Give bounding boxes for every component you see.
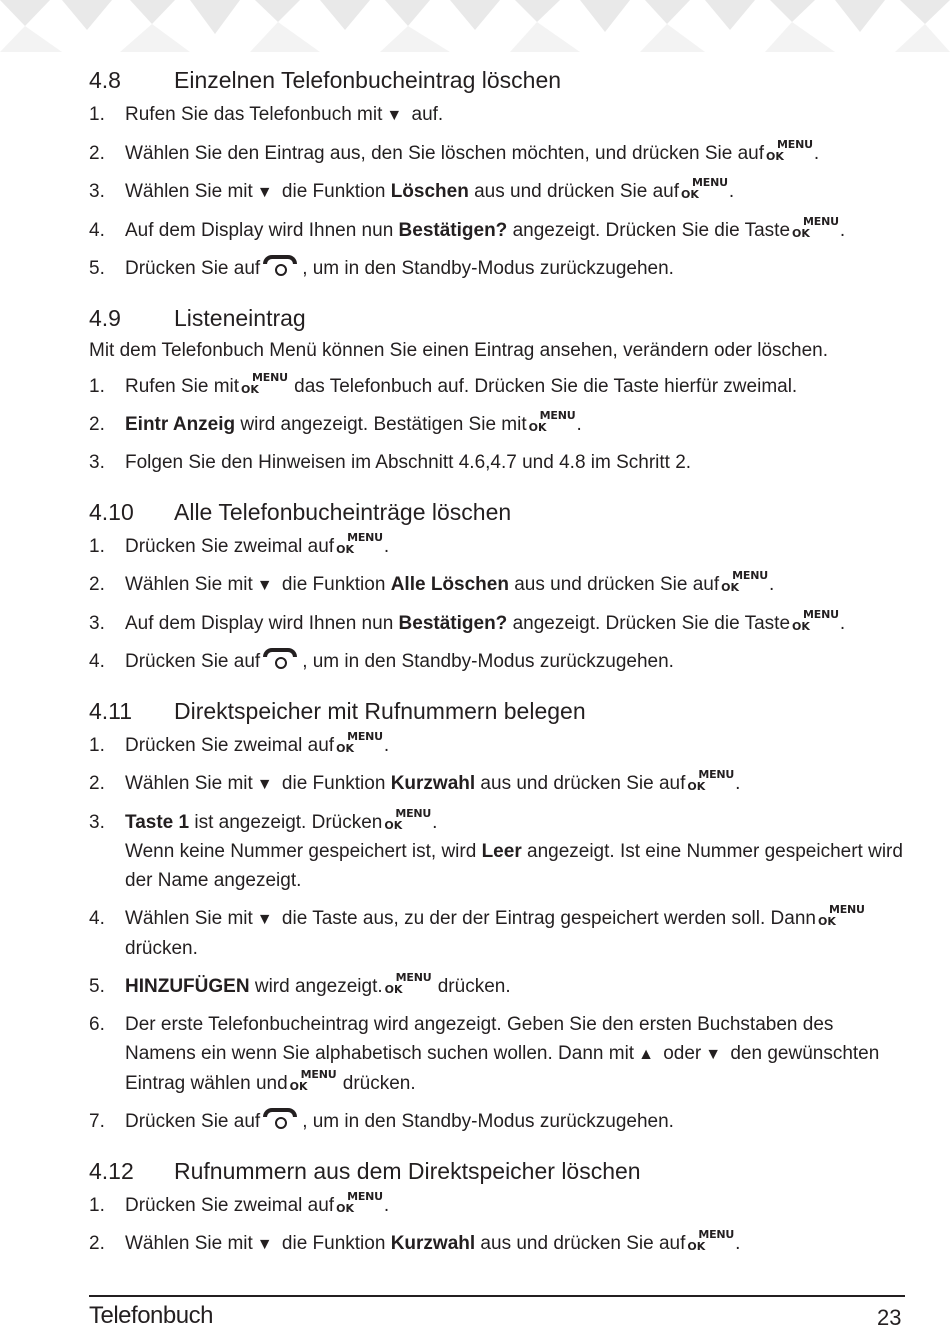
step-text-run: . [839, 220, 846, 241]
menu-ok-key-bottom-label: OK [336, 742, 354, 755]
page-content [89, 66, 909, 1268]
menu-ok-key-top-label: MENU [347, 730, 383, 743]
step-text-run: Wählen Sie den Eintrag aus, den Sie löschen möchten, und drücken Sie auf [125, 143, 765, 164]
menu-ok-key-top-label: MENU [395, 807, 432, 820]
step-text [125, 448, 909, 477]
step-text-run: . [813, 143, 820, 164]
step-number: 1. [89, 376, 105, 397]
section-spacer [89, 292, 909, 304]
menu-ok-key-top-label: MENU [347, 531, 383, 544]
menu-ok-key-top-label: MENU [300, 1068, 337, 1081]
step-item [89, 769, 909, 799]
step-text [125, 532, 909, 561]
section-number: 4.12 [89, 1158, 134, 1184]
arrow-down-icon: ▼ [705, 1046, 722, 1063]
step-item [89, 216, 909, 245]
step-text-run: , um in den Standby-Modus zurückzugehen. [302, 1111, 674, 1132]
step-text-run: aus und drücken Sie auf [508, 574, 720, 595]
step-number: 1. [89, 536, 105, 557]
menu-ok-key-top-label: MENU [732, 569, 768, 582]
step-item [89, 139, 909, 168]
step-text-run: . [728, 181, 735, 202]
step-item [89, 570, 909, 600]
section-spacer [89, 486, 909, 498]
step-item [89, 177, 909, 207]
menu-ok-key-icon [336, 532, 383, 555]
menu-ok-key-icon [792, 609, 839, 632]
step-number: 1. [89, 1195, 105, 1216]
step-list [89, 372, 909, 477]
display-keyword: Eintr Anzeig [125, 414, 236, 435]
menu-ok-key-bottom-label: OK [528, 421, 547, 434]
menu-ok-key-icon [818, 904, 865, 927]
step-text-run: , um in den Standby-Modus zurückzugehen. [302, 651, 674, 672]
step-text-run: Drücken Sie auf [125, 651, 261, 672]
step-list [89, 532, 909, 676]
step-item [89, 100, 909, 130]
section-heading [89, 66, 909, 94]
section-title: Listeneintrag [174, 305, 306, 331]
menu-ok-key-bottom-label: OK [792, 227, 810, 240]
step-text-run: Auf dem Display wird Ihnen nun [125, 613, 399, 634]
step-text-run: die Funktion [276, 1233, 391, 1254]
step-number: 3. [89, 613, 105, 634]
arrow-down-icon: ▼ [386, 107, 403, 124]
step-text-run: Wählen Sie mit [125, 574, 253, 595]
menu-ok-key-bottom-label: OK [241, 383, 259, 396]
menu-ok-key-icon [241, 372, 288, 395]
step-text-run: . [383, 536, 390, 557]
step-text [125, 609, 909, 638]
end-call-handset-shape [263, 648, 297, 657]
menu-ok-key-bottom-label: OK [721, 581, 740, 594]
step-text [125, 139, 909, 168]
step-text-run: Drücken Sie auf [125, 258, 261, 279]
step-item [89, 1191, 909, 1220]
step-text [125, 647, 909, 676]
menu-ok-key-top-label: MENU [803, 608, 839, 621]
display-keyword: Bestätigen? [398, 220, 508, 241]
section-spacer [89, 685, 909, 697]
step-text-run: . [768, 574, 775, 595]
section-title: Einzelnen Telefonbucheintrag löschen [174, 67, 562, 93]
step-text [125, 570, 909, 600]
menu-ok-key-bottom-label: OK [766, 150, 784, 163]
step-item [89, 972, 909, 1001]
display-keyword: Kurzwahl [390, 773, 476, 794]
step-text [125, 731, 909, 760]
section-number: 4.8 [89, 67, 121, 93]
step-list [89, 1191, 909, 1259]
arrow-down-icon: ▼ [256, 184, 273, 201]
step-item [89, 372, 909, 401]
step-text-run: aus und drücken Sie auf [468, 181, 680, 202]
step-text [125, 1010, 909, 1098]
menu-ok-key-top-label: MENU [692, 176, 728, 189]
section-number: 4.11 [89, 698, 133, 724]
step-text-run: Rufen Sie mit [125, 376, 240, 397]
step-text-run: aus und drücken Sie auf [475, 773, 686, 794]
arrow-down-icon: ▼ [256, 577, 273, 594]
step-number: 2. [89, 1233, 105, 1254]
step-text-run: aus und drücken Sie auf [475, 1233, 686, 1254]
menu-ok-key-icon [687, 769, 734, 792]
step-number: 3. [89, 452, 105, 473]
step-item [89, 904, 909, 963]
step-text [125, 100, 909, 130]
step-text-run: Drücken Sie auf [125, 1111, 261, 1132]
step-number: 2. [89, 414, 105, 435]
step-text-run: die Taste aus, zu der der Eintrag gespeichert werden soll. Dann [276, 908, 816, 929]
step-text-run: . [383, 1195, 390, 1216]
step-text-run: drücken. [432, 976, 511, 997]
end-call-key-icon [261, 255, 301, 277]
menu-ok-key-bottom-label: OK [687, 1240, 706, 1253]
step-text-run: die Funktion [276, 181, 391, 202]
step-item [89, 808, 909, 895]
step-item [89, 1107, 909, 1136]
step-text-run: den gewünschten Eintrag wählen und [125, 1043, 880, 1094]
step-text-run: auf. [406, 104, 444, 125]
step-text-run: . [576, 414, 582, 435]
step-text [125, 372, 909, 401]
end-call-power-symbol [275, 264, 287, 276]
step-text-run: Wählen Sie mit [125, 773, 253, 794]
step-number: 3. [89, 181, 105, 202]
menu-ok-key-top-label: MENU [828, 903, 865, 916]
step-text-run: oder [657, 1043, 702, 1064]
step-text [125, 1191, 909, 1220]
menu-ok-key-bottom-label: OK [384, 819, 403, 832]
section-title: Direktspeicher mit Rufnummern belegen [174, 698, 586, 724]
end-call-power-symbol [275, 657, 287, 669]
step-text-run: wird angezeigt. [249, 976, 383, 997]
step-number: 4. [89, 908, 105, 929]
step-text-run: Rufen Sie das Telefonbuch mit [125, 104, 383, 125]
menu-ok-key-icon [385, 972, 432, 995]
step-number: 7. [89, 1111, 105, 1132]
step-text-run: . [432, 812, 438, 833]
end-call-handset-shape [263, 255, 297, 264]
step-text-run: Auf dem Display wird Ihnen nun [125, 220, 399, 241]
section-spacer [89, 1145, 909, 1157]
step-text [125, 769, 909, 799]
display-keyword: Leer [481, 841, 522, 862]
step-text [125, 808, 909, 895]
step-list [89, 100, 909, 283]
step-item [89, 647, 909, 676]
step-text-run: die Funktion [276, 773, 391, 794]
menu-ok-key-icon [766, 139, 813, 162]
section-number: 4.10 [89, 499, 134, 525]
menu-ok-key-icon [336, 1191, 383, 1214]
step-text-run: Wenn keine Nummer gespeichert ist, wird [125, 841, 482, 862]
decorative-triangle-pattern [0, 0, 950, 52]
arrow-down-icon: ▼ [256, 776, 273, 793]
step-number: 2. [89, 143, 105, 164]
step-text [125, 1107, 909, 1136]
footer-divider [89, 1295, 905, 1297]
display-keyword: Bestätigen? [398, 613, 508, 634]
step-text [125, 216, 909, 245]
step-text-run: drücken. [125, 938, 198, 959]
step-text-run: Wählen Sie mit [125, 181, 253, 202]
step-text-run: Drücken Sie zweimal auf [125, 1195, 335, 1216]
step-text-run: angezeigt. Drücken Sie die Taste [507, 220, 791, 241]
display-keyword: Löschen [390, 181, 469, 202]
section-intro: Mit dem Telefonbuch Menü können Sie einen Eintrag ansehen, verändern oder löschen. [89, 340, 829, 361]
menu-ok-key-top-label: MENU [698, 1228, 735, 1241]
menu-ok-key-bottom-label: OK [336, 543, 354, 556]
menu-ok-key-icon [529, 410, 576, 433]
section-number: 4.9 [89, 305, 121, 331]
step-number: 4. [89, 651, 105, 672]
step-text-run: Der erste Telefonbucheintrag wird angezeigt. Geben Sie den ersten Buchstaben des Namens ein wenn Sie alphabetisch suchen wollen. Dann mit [125, 1014, 834, 1064]
step-text-run: Wählen Sie mit [125, 908, 253, 929]
arrow-down-icon: ▼ [256, 911, 273, 928]
menu-ok-key-icon [792, 216, 839, 239]
menu-ok-key-top-label: MENU [803, 215, 839, 228]
step-item [89, 254, 909, 283]
step-item [89, 532, 909, 561]
menu-ok-key-bottom-label: OK [289, 1080, 308, 1093]
page-number: 23 [877, 1305, 902, 1330]
menu-ok-key-top-label: MENU [777, 138, 813, 151]
menu-ok-key-top-label: MENU [347, 1190, 383, 1203]
step-number: 2. [89, 574, 105, 595]
end-call-power-symbol [275, 1117, 287, 1129]
display-keyword: HINZUFÜGEN [125, 976, 250, 997]
menu-ok-key-bottom-label: OK [336, 1202, 354, 1215]
section-title: Rufnummern aus dem Direktspeicher löschen [174, 1158, 641, 1184]
display-keyword: Alle Löschen [390, 574, 509, 595]
step-text [125, 904, 909, 963]
step-text-run: . [735, 773, 741, 794]
step-text [125, 410, 909, 439]
step-item [89, 1229, 909, 1259]
menu-ok-key-bottom-label: OK [687, 780, 706, 793]
step-text [125, 177, 909, 207]
step-number: 1. [89, 104, 105, 125]
step-text [125, 254, 909, 283]
arrow-down-icon: ▼ [256, 1236, 273, 1253]
step-text-run: , um in den Standby-Modus zurückzugehen. [302, 258, 674, 279]
step-number: 5. [89, 258, 105, 279]
step-number: 6. [89, 1014, 105, 1035]
section-heading [89, 1157, 909, 1185]
menu-ok-key-bottom-label: OK [792, 620, 810, 633]
step-text [125, 972, 909, 1001]
step-text [125, 1229, 909, 1259]
step-text-run: drücken. [337, 1073, 416, 1094]
end-call-handset-shape [263, 1108, 297, 1117]
footer-title: Telefonbuch [89, 1302, 213, 1329]
menu-ok-key-bottom-label: OK [681, 188, 699, 201]
step-text-run: . [383, 735, 390, 756]
section-heading [89, 498, 909, 526]
step-text-run: angezeigt. Ist eine Nummer gespeichert wird der Name angezeigt. [125, 841, 903, 891]
step-number: 4. [89, 220, 105, 241]
menu-ok-key-icon [336, 731, 383, 754]
menu-ok-key-top-label: MENU [252, 371, 288, 384]
section-title: Alle Telefonbucheinträge löschen [174, 499, 512, 525]
menu-ok-key-top-label: MENU [698, 768, 735, 781]
menu-ok-key-icon [687, 1229, 734, 1252]
menu-ok-key-icon [384, 808, 431, 831]
menu-ok-key-bottom-label: OK [817, 915, 836, 928]
step-number: 3. [89, 812, 105, 833]
end-call-key-icon [261, 1108, 301, 1130]
step-text-run: . [839, 613, 846, 634]
step-text-run: die Funktion [276, 574, 391, 595]
step-text-run: Folgen Sie den Hinweisen im Abschnitt 4.6,4.7 und 4.8 im Schritt 2. [125, 452, 692, 473]
arrow-up-icon: ▲ [638, 1046, 654, 1063]
step-item [89, 731, 909, 760]
step-text-run: Wählen Sie mit [125, 1233, 253, 1254]
step-item [89, 609, 909, 638]
menu-ok-key-top-label: MENU [539, 409, 576, 422]
step-number: 1. [89, 735, 105, 756]
section-heading [89, 304, 909, 332]
step-text-run: ist angezeigt. Drücken [189, 812, 383, 833]
menu-ok-key-icon [721, 570, 768, 593]
menu-ok-key-icon [681, 177, 728, 200]
menu-ok-key-top-label: MENU [395, 971, 432, 984]
step-text-run: das Telefonbuch auf. Drücken Sie die Taste hierfür zweimal. [288, 376, 798, 397]
menu-ok-key-icon [290, 1069, 337, 1092]
step-text-run: . [735, 1233, 741, 1254]
step-text-run: wird angezeigt. Bestätigen Sie mit [235, 414, 527, 435]
section-heading [89, 697, 909, 725]
menu-ok-key-bottom-label: OK [384, 983, 403, 996]
step-text-run: Drücken Sie zweimal auf [125, 536, 335, 557]
step-number: 5. [89, 976, 105, 997]
step-item [89, 1010, 909, 1098]
step-item [89, 448, 909, 477]
step-number: 2. [89, 773, 105, 794]
display-keyword: Taste 1 [125, 812, 190, 833]
step-text-run: Drücken Sie zweimal auf [125, 735, 335, 756]
display-keyword: Kurzwahl [390, 1233, 476, 1254]
step-item [89, 410, 909, 439]
end-call-key-icon [261, 648, 301, 670]
step-list [89, 731, 909, 1136]
step-text-run: angezeigt. Drücken Sie die Taste [507, 613, 791, 634]
